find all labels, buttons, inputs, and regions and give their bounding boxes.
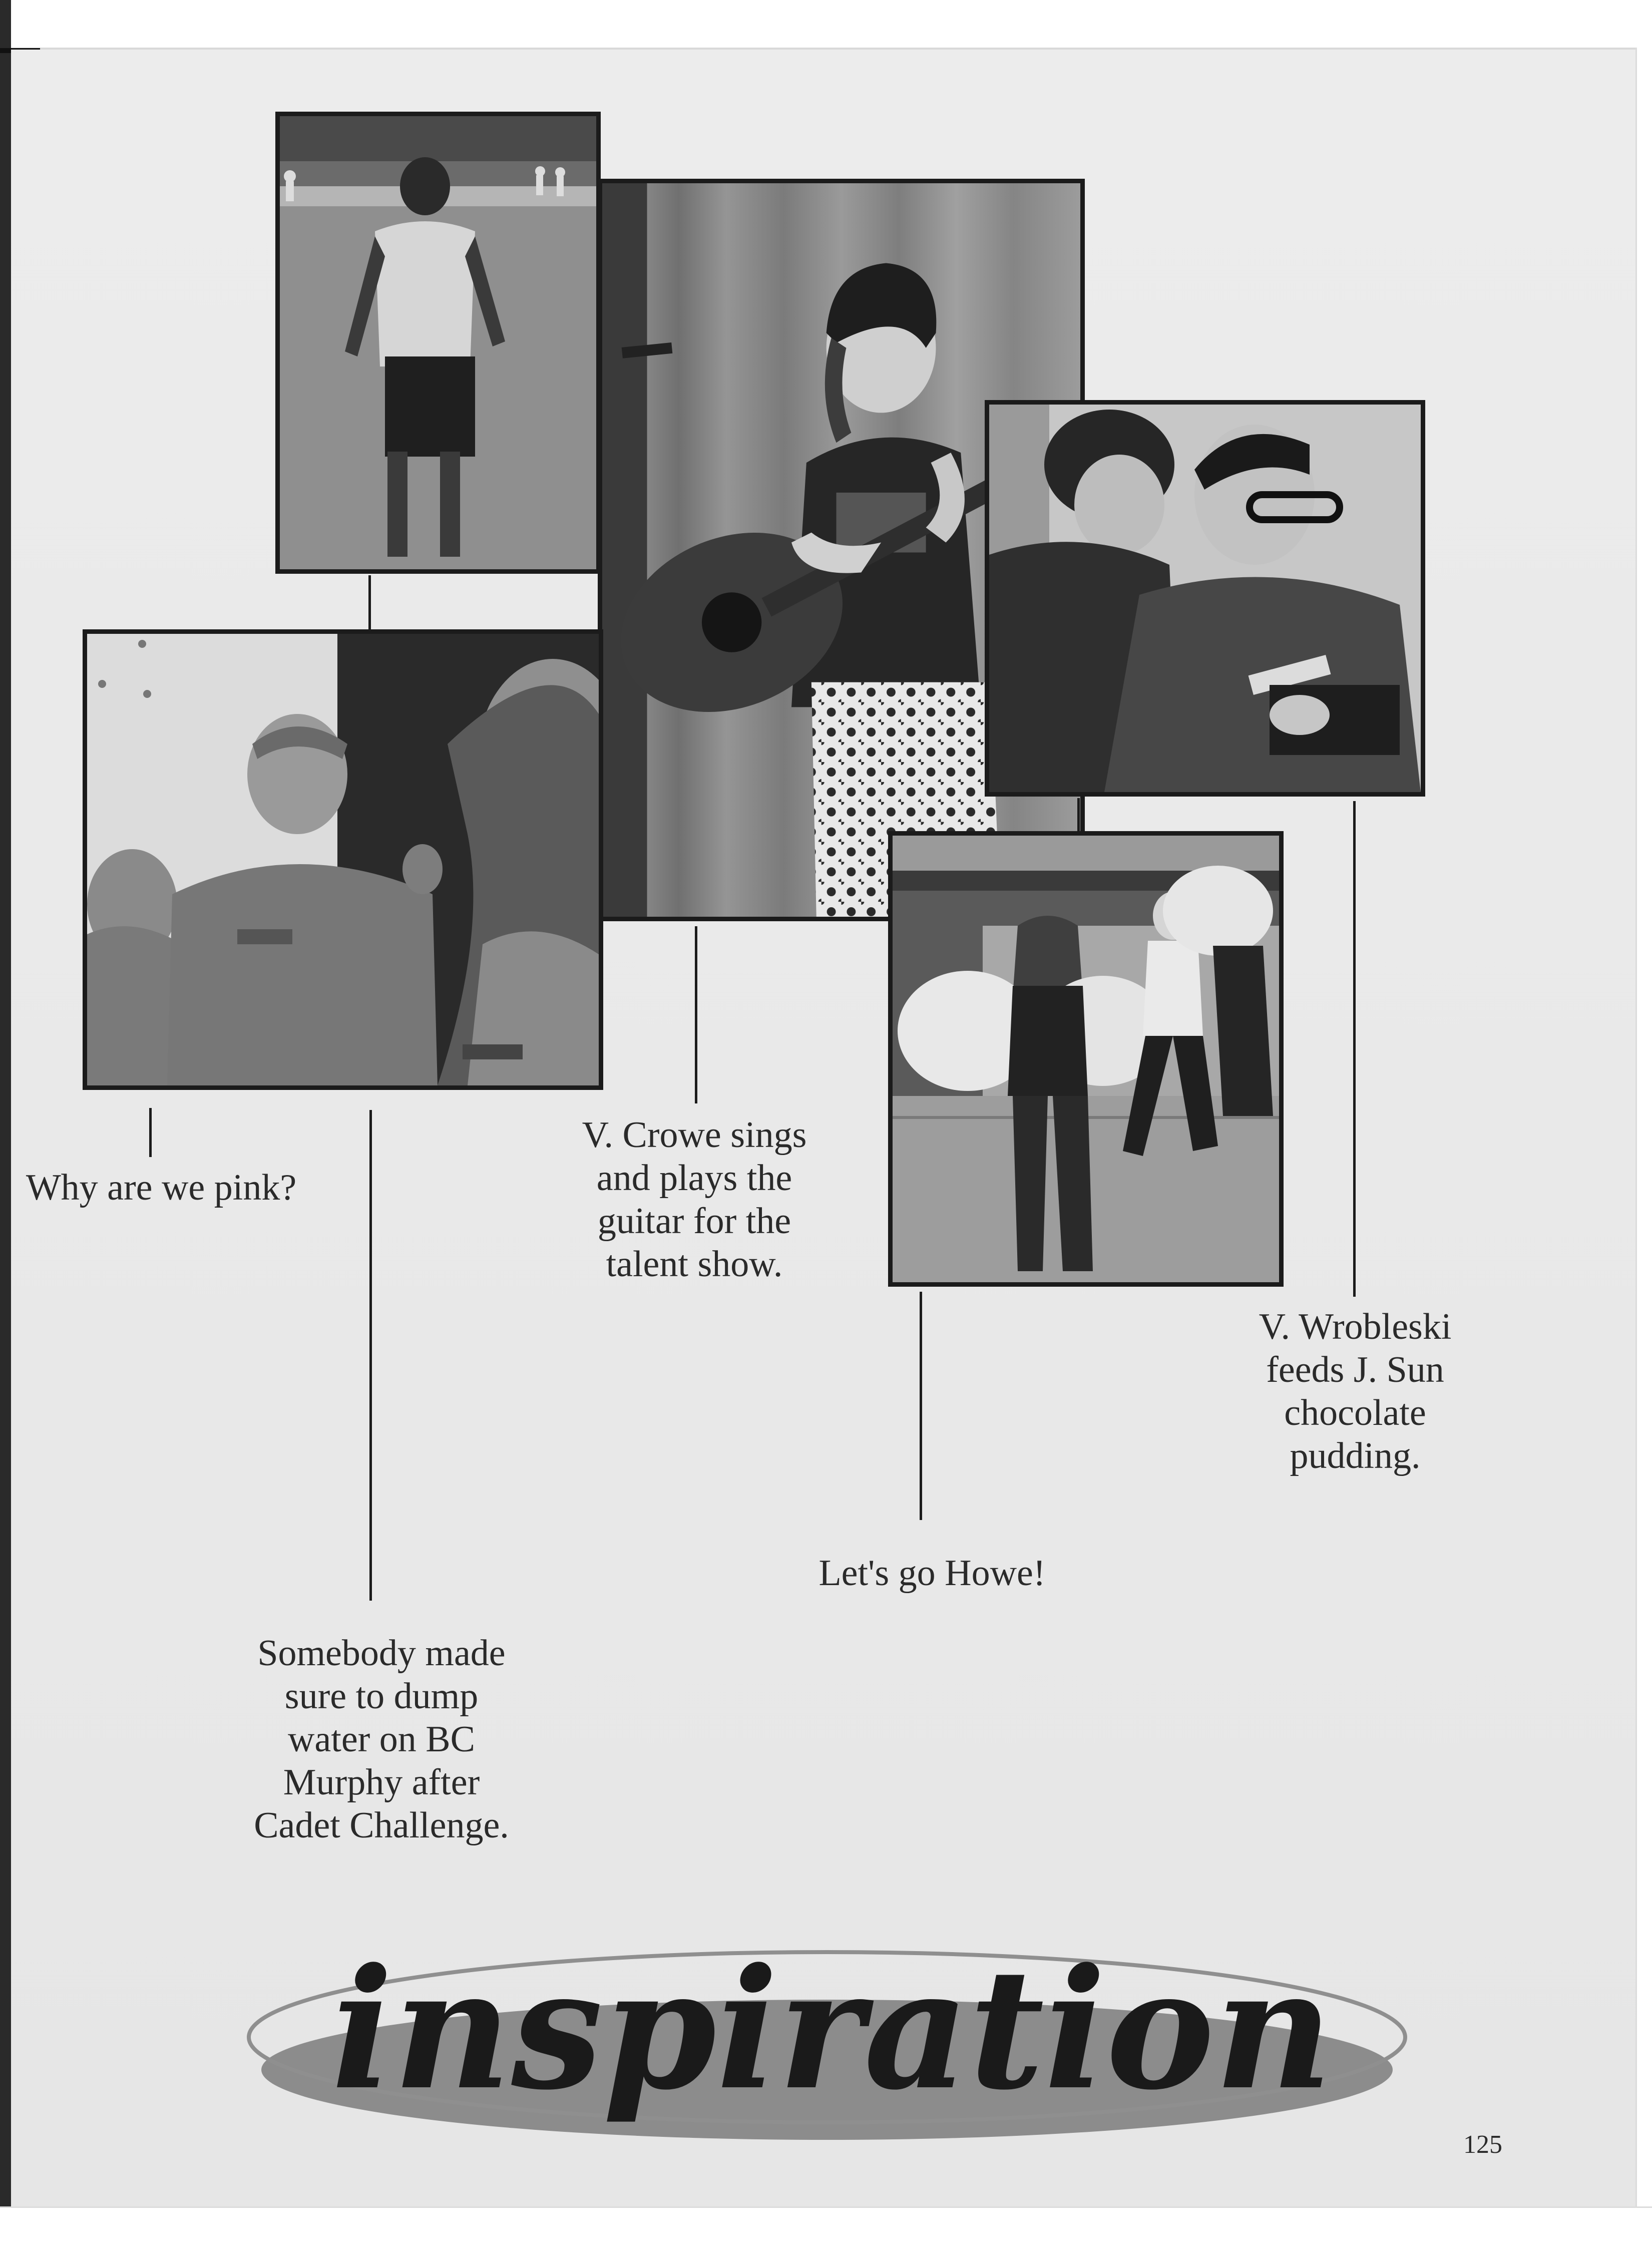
leader-line-photo3-connector [1077,798,1080,833]
photo-cheerleaders [888,831,1284,1287]
caption-line: feeds J. Sun [1266,1349,1444,1390]
page-number: 125 [1463,2130,1502,2159]
caption-wrobleski [1210,1305,1500,1477]
logo-word: inspiration [331,1932,1333,2126]
scan-margin-bottom [0,2206,1652,2253]
caption-line: water on BC [287,1719,476,1760]
leader-line-soccer [368,575,371,631]
caption-line: V. Wrobleski [1259,1306,1452,1347]
photo-pudding-feeding [985,400,1425,797]
photo-cadet-group [83,629,603,1090]
caption-line: Murphy after [283,1762,480,1803]
caption-line: V. Crowe sings [582,1114,807,1156]
leader-line-howe [920,1292,922,1520]
caption-line: Somebody made [257,1633,506,1674]
leader-line-murphy [369,1110,372,1601]
caption-line: and plays the [596,1158,792,1199]
section-title-logo [206,1922,1438,2202]
photo-soccer-field [275,112,601,574]
caption-crowe [549,1113,840,1286]
leader-line-wrobleski [1353,801,1356,1297]
leader-line-crowe [695,926,697,1103]
scan-margin-left [0,0,11,2253]
leader-line-pink [149,1108,152,1157]
caption-lets-go-howe: Let's go Howe! [818,1553,1046,1594]
caption-line: talent show. [606,1244,783,1285]
caption-line: chocolate [1284,1392,1426,1433]
caption-line: guitar for the [597,1201,791,1242]
caption-why-are-we-pink: Why are we pink? [26,1167,297,1208]
scan-margin-right [1635,48,1652,2253]
caption-line: Cadet Challenge. [254,1805,509,1846]
yearbook-page [11,50,1635,2206]
scan-margin-top [0,0,1652,48]
caption-line: pudding. [1290,1435,1421,1476]
caption-line: sure to dump [284,1676,479,1717]
caption-murphy [211,1632,552,1847]
